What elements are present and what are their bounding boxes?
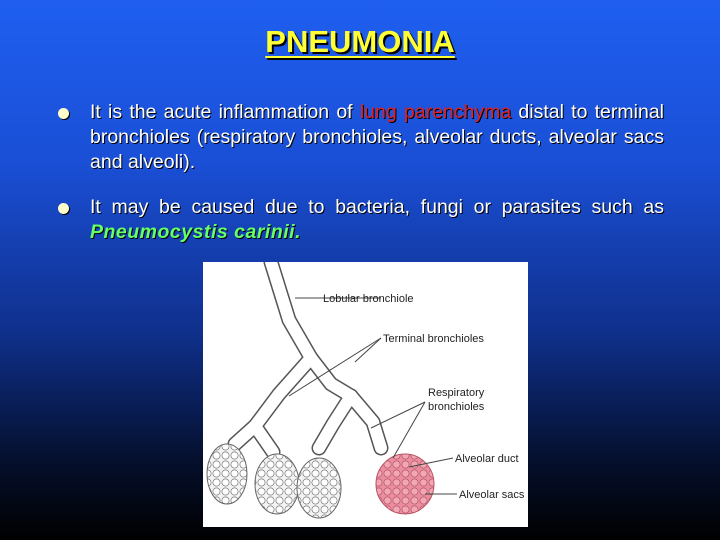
alveolar-cluster-highlighted xyxy=(376,454,434,514)
bullet-definition xyxy=(58,100,664,175)
label-respiratory-1: Respiratory xyxy=(428,387,485,399)
label-terminal-bronchioles: Terminal bronchioles xyxy=(383,333,484,345)
bullet-dot-icon xyxy=(58,108,69,119)
cause-text: It may be caused due to bacteria, fungi or parasites such as xyxy=(90,196,664,218)
alveolar-cluster xyxy=(297,458,341,518)
bronchiole-tree xyxy=(235,262,381,452)
alveolar-cluster xyxy=(255,454,299,514)
pneumocystis-highlight: Pneumocystis carinii. xyxy=(90,221,301,243)
definition-text-start: It is the acute inflammation of xyxy=(90,101,360,123)
label-lobular-bronchiole: Lobular bronchiole xyxy=(323,293,414,305)
bullet-dot-icon xyxy=(58,203,69,214)
lung-parenchyma-highlight: lung parenchyma xyxy=(359,101,512,123)
bronchiole-illustration xyxy=(203,262,528,527)
bullet-cause xyxy=(58,195,664,245)
bronchiole-diagram xyxy=(203,262,528,527)
label-respiratory-2: bronchioles xyxy=(428,401,485,413)
alveolar-cluster xyxy=(207,444,247,504)
label-alveolar-duct: Alveolar duct xyxy=(455,453,519,465)
bullet-list xyxy=(58,100,664,265)
slide-title: PNEUMONIA xyxy=(265,24,455,59)
label-alveolar-sacs: Alveolar sacs xyxy=(459,489,525,501)
definition-text-end: distal to terminal bronchioles (respiratory bronchioles, alveolar ducts, alveolar sacs and alveoli). xyxy=(90,101,664,173)
